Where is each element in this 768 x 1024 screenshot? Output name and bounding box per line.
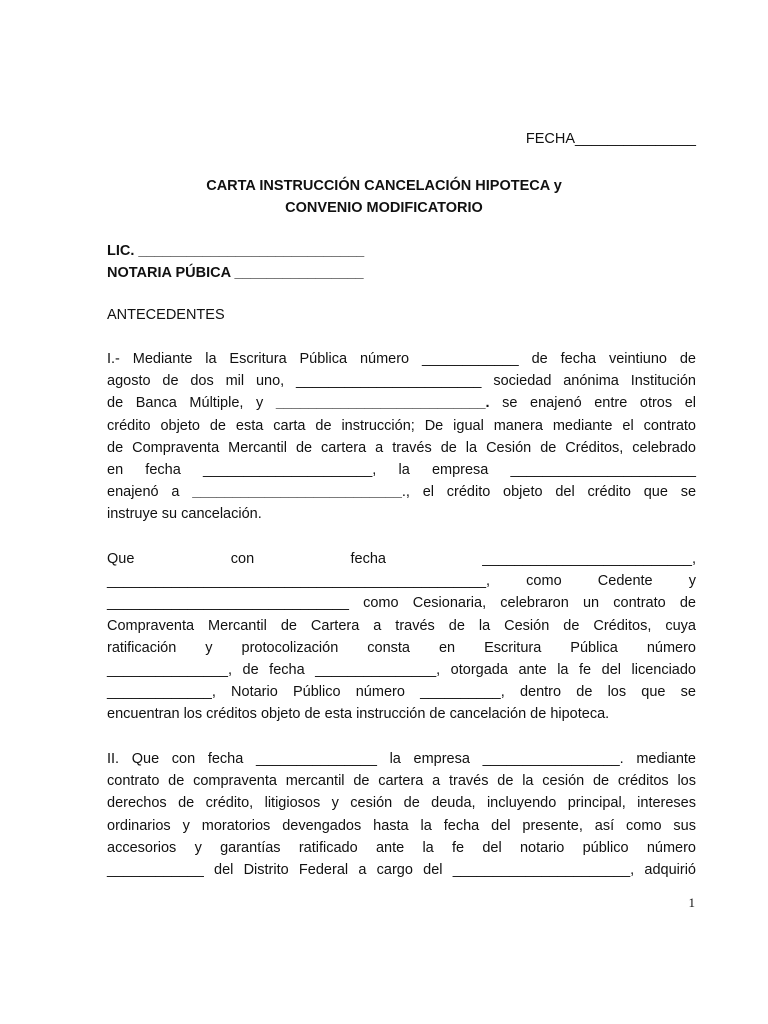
paragraph-line: ______________________________ como Cesionaria, celebraron un contrato de bbox=[107, 595, 696, 612]
paragraph-line: _______________, de fecha _______________, otorgada ante la fe del licenciado bbox=[107, 661, 696, 678]
paragraph-line: accesorios y garantías ratificado ante la fe del notario público número bbox=[107, 839, 696, 856]
text-segment: ., el crédito objeto del crédito que se bbox=[401, 484, 697, 501]
paragraph-line: en fecha _____________________, la empresa _______________________ bbox=[107, 461, 696, 478]
paragraph-line: I.- Mediante la Escritura Pública número ____________ de fecha veintiuno de bbox=[107, 351, 696, 367]
paragraph-2 bbox=[107, 548, 696, 726]
paragraph-line: encuentran los créditos objeto de esta instrucción de cancelación de hipoteca. bbox=[107, 706, 610, 723]
title-line-1: CARTA INSTRUCCIÓN CANCELACIÓN HIPOTECA y bbox=[206, 178, 562, 194]
paragraph-line: Que con fecha __________________________, bbox=[107, 551, 696, 567]
paragraph-line: derechos de crédito, litigiosos y cesión de deuda, incluyendo principal, intereses bbox=[107, 795, 696, 812]
page-number: 1 bbox=[688, 895, 695, 910]
paragraph-line: ordinarios y moratorios devengados hasta la fecha del presente, así como sus bbox=[107, 817, 696, 834]
bold-blank: __________________________. bbox=[275, 395, 490, 412]
addressee-notaria: NOTARIA PÚBICA ________________ bbox=[107, 265, 364, 281]
paragraph-line: de Compraventa Mercantil de cartera a través de la Cesión de Créditos, celebrado bbox=[107, 439, 696, 456]
paragraph-line: contrato de compraventa mercantil de cartera a través de la cesión de créditos los bbox=[107, 773, 696, 790]
paragraph-line: instruye su cancelación. bbox=[107, 506, 262, 523]
paragraph-line: ____________ del Distrito Federal a cargo del ______________________, adquirió bbox=[107, 861, 696, 878]
paragraph-line: ratificación y protocolización consta en Escritura Pública número bbox=[107, 639, 696, 656]
section-heading: ANTECEDENTES bbox=[107, 307, 225, 323]
paragraph-line bbox=[107, 392, 696, 414]
paragraph-line: Compraventa Mercantil de Cartera a través de la Cesión de Créditos, cuya bbox=[107, 617, 696, 634]
paragraph-line: _____________, Notario Público número __________, dentro de los que se bbox=[107, 684, 696, 701]
date-line: FECHA_______________ bbox=[525, 131, 696, 147]
paragraph-line: crédito objeto de esta carta de instrucción; De igual manera mediante el contrato bbox=[107, 417, 696, 434]
text-segment: de Banca Múltiple, y bbox=[107, 395, 276, 412]
paragraph-1 bbox=[107, 348, 696, 526]
title-line-2: CONVENIO MODIFICATORIO bbox=[285, 200, 483, 216]
addressee-lic: LIC. ____________________________ bbox=[107, 243, 365, 259]
paragraph-line: _______________________________________________, como Cedente y bbox=[107, 573, 696, 590]
document-title bbox=[0, 175, 768, 219]
paragraph-line bbox=[107, 481, 696, 503]
paragraph-line: II. Que con fecha _______________ la empresa _________________. mediante bbox=[107, 751, 696, 767]
bold-blank: __________________________ bbox=[192, 484, 402, 501]
text-segment: se enajenó entre otros el bbox=[489, 395, 696, 412]
addressee-block bbox=[107, 240, 364, 284]
paragraph-3 bbox=[107, 748, 696, 881]
paragraph-line: agosto de dos mil uno, _______________________ sociedad anónima Institución bbox=[107, 373, 696, 390]
text-segment: enajenó a bbox=[107, 484, 193, 501]
